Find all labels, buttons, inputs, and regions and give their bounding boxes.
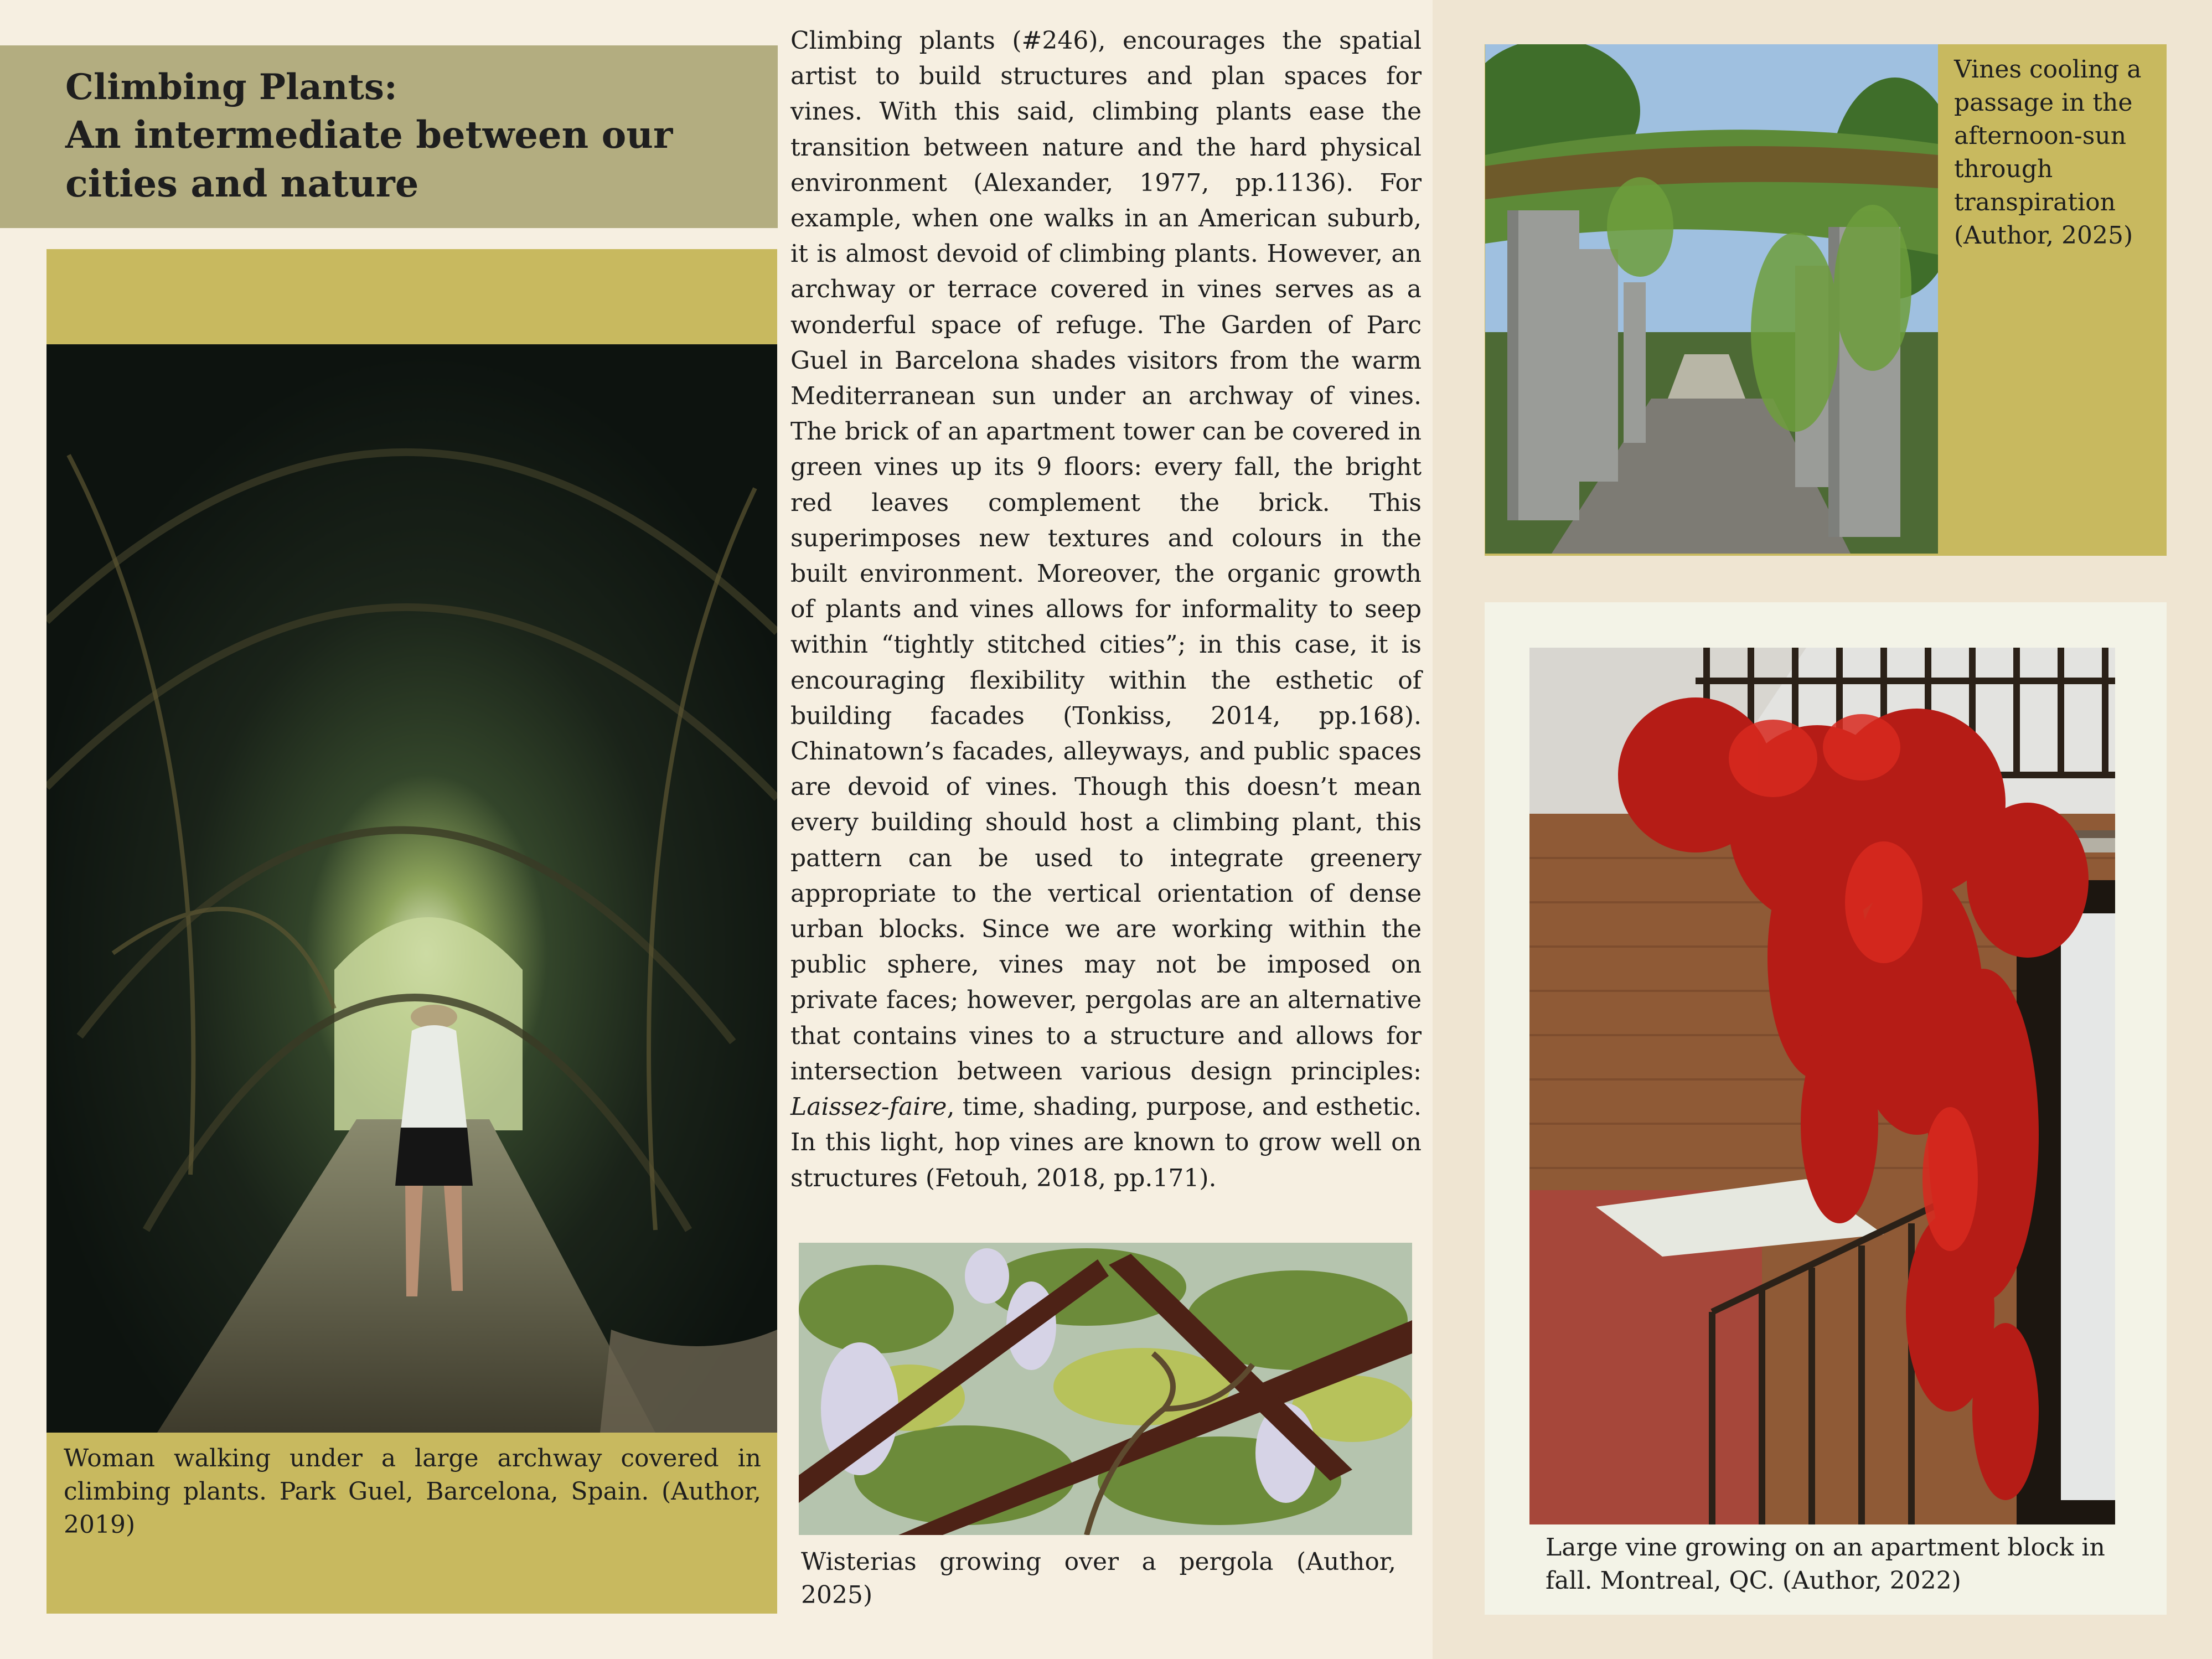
wisteria-photo (799, 1243, 1412, 1535)
archway-caption: Woman walking under a large archway covered in climbing plants. Park Guel, Barcelona, Spain. (Author, 2019) (64, 1444, 761, 1539)
page-subtitle: An intermediate between our cities and nature (65, 113, 673, 205)
title-band (0, 45, 778, 228)
pergola-photo (1485, 44, 1938, 554)
body-text (790, 23, 1422, 1196)
body-text-italic: Laissez-faire (790, 1093, 947, 1121)
pergola-caption: Vines cooling a passage in the afternoon-sun through transpiration (Author, 2025) (1954, 55, 2142, 250)
body-text-part-1: Climbing plants (#246), encourages the spatial artist to build structures and plan spaces for vines. With this said, climbing plants ease the transition between nature and the hard physical environment (Alexander, 1977, pp.1136). For example, when one walks in an American suburb, it is almost devoid of climbing plants. However, an archway or terrace covered in vines serves as a wonderful space of refuge. The Garden of Parc Guel in Barcelona shades visitors from the warm Mediterranean sun under an archway of vines. The brick of an apartment tower can be covered in green vines up its 9 floors: every fall, the bright red leaves complement the brick. This superimposes new textures and colours in the built environment. Moreover, the organic growth of plants and vines allows for informality to seep within “tightly stitched cities”; in this case, it is encouraging flexibility within the esthetic of building facades (Tonkiss, 2014, pp.168). Chinatown’s facades, alleyways, and public spaces are devoid of vines. Though this doesn’t mean every building should host a climbing plant, this pattern can be used to integrate greenery appropriate to the vertical orientation of dense urban blocks. Since we are working within the public sphere, vines may not be imposed on private faces; however, pergolas are an alternative that contains vines to a structure and allows for intersection between various design principles: (790, 27, 1422, 1086)
wisteria-caption: Wisterias growing over a pergola (Author, 2025) (801, 1548, 1396, 1609)
redvine-caption: Large vine growing on an apartment block in fall. Montreal, QC. (Author, 2022) (1546, 1533, 2105, 1595)
redvine-photo (1529, 648, 2115, 1524)
body-text-part-2: , time, shading, purpose, and esthetic. In this light, hop vines are known to grow well on structures (Fetouh, 2018, pp.171). (790, 1093, 1422, 1192)
archway-photo (46, 344, 777, 1433)
page-title: Climbing Plants: (65, 66, 397, 108)
